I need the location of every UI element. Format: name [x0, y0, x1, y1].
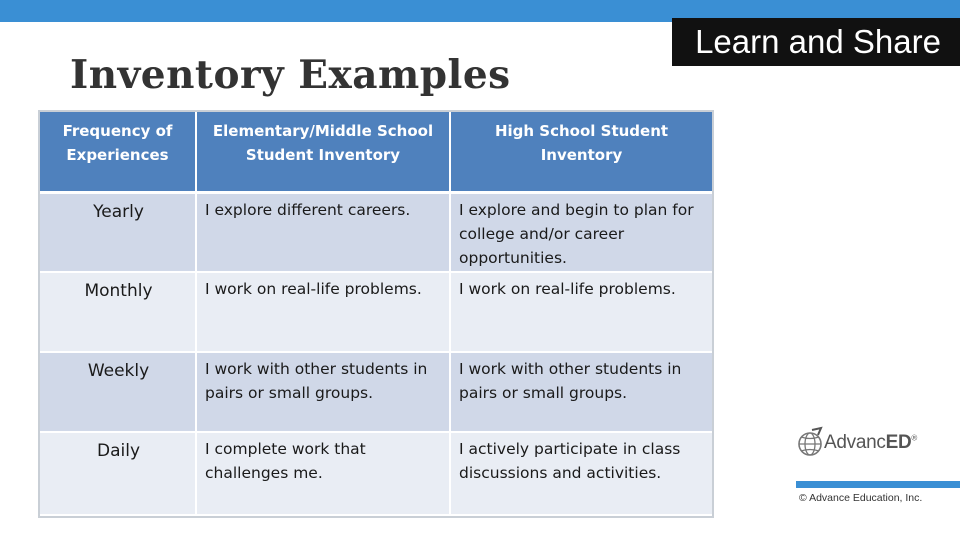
registered-mark: ®	[911, 433, 917, 443]
page-title: Inventory Examples	[70, 52, 511, 98]
frequency-cell: Yearly	[40, 192, 196, 272]
logo-text-ed: ED	[885, 432, 912, 453]
table-row	[40, 192, 712, 272]
elementary-cell: I work on real-life problems.	[196, 272, 450, 352]
high-school-cell: I actively participate in class discussions and activities.	[450, 432, 712, 515]
elementary-cell: I work with other students in pairs or small groups.	[196, 352, 450, 432]
table-row	[40, 432, 712, 515]
table-header-row	[40, 112, 712, 192]
learn-and-share-badge: Learn and Share	[672, 18, 960, 66]
header-elementary: Elementary/Middle School Student Inventory	[196, 112, 450, 192]
high-school-cell: I work with other students in pairs or small groups.	[450, 352, 712, 432]
table-row	[40, 272, 712, 352]
elementary-cell: I explore different careers.	[196, 192, 450, 272]
frequency-cell: Monthly	[40, 272, 196, 352]
inventory-table	[40, 112, 712, 516]
frequency-cell: Daily	[40, 432, 196, 515]
high-school-cell: I work on real-life problems.	[450, 272, 712, 352]
table-row	[40, 352, 712, 432]
frequency-cell: Weekly	[40, 352, 196, 432]
header-frequency: Frequency of Experiences	[40, 112, 196, 192]
bottom-accent-bar	[796, 481, 960, 488]
logo-text-part: Advanc	[824, 432, 886, 453]
copyright-notice: © Advance Education, Inc.	[799, 492, 923, 504]
header-high-school: High School Student Inventory	[450, 112, 712, 192]
logo-wordmark	[824, 432, 917, 454]
elementary-cell: I complete work that challenges me.	[196, 432, 450, 515]
high-school-cell: I explore and begin to plan for college and/or career opportunities.	[450, 192, 712, 272]
globe-logo-icon	[796, 426, 826, 462]
